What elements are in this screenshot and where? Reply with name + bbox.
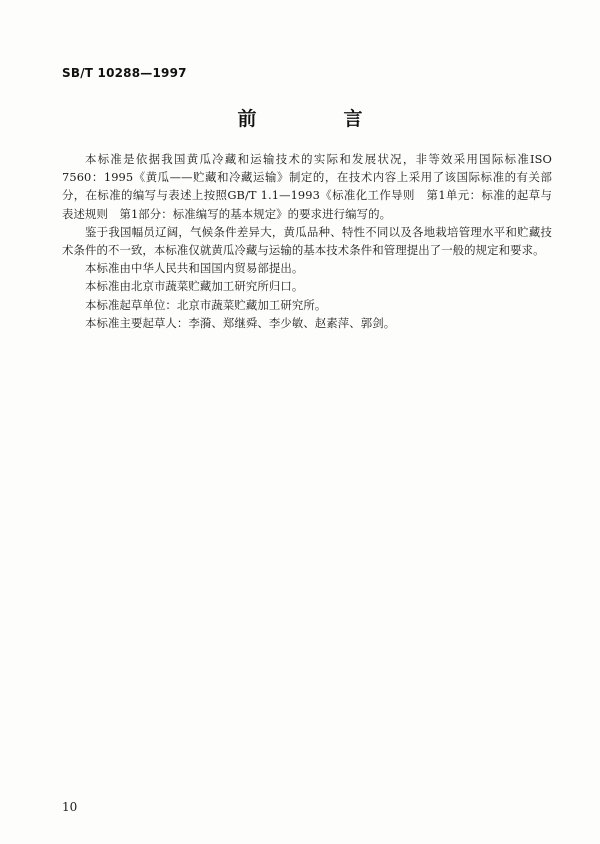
paragraph-administrator: 本标准由北京市蔬菜贮藏加工研究所归口。 xyxy=(85,279,304,294)
paragraph-basis: 本标准是依据我国黄瓜冷藏和运输技术的实际和发展状况，非等效采用国际标准ISO 7560：1995《黄瓜——贮藏和冷藏运输》制定的，在技术内容上采用了该国际标准的有关部分，在标准的编写与表述上按照GB/T 1.1—1993《标准化工作导则 第1单元：标准的起草与表述规则 第1部分：标准编写的基本规定》的要求进行编写的。 xyxy=(62,152,552,221)
paragraph-drafting-unit: 本标准起草单位：北京市蔬菜贮藏加工研究所。 xyxy=(85,297,327,312)
paragraph-scope: 鉴于我国幅员辽阔，气候条件差异大，黄瓜品种、特性不同以及各地栽培管理水平和贮藏技术条件的不一致，本标准仅就黄瓜冷藏与运输的基本技术条件和管理提出了一般的规定和要求。 xyxy=(62,224,552,258)
standard-code: SB/T 10288—1997 xyxy=(62,66,187,80)
page-number: 10 xyxy=(62,800,78,814)
paragraph-proposer: 本标准由中华人民共和国国内贸易部提出。 xyxy=(85,261,304,276)
page-title: 前 言 xyxy=(237,108,397,130)
paragraph-drafters: 本标准主要起草人：李漪、郑继舜、李少敏、赵素萍、郭剑。 xyxy=(85,315,396,330)
foreword-body xyxy=(62,150,552,332)
